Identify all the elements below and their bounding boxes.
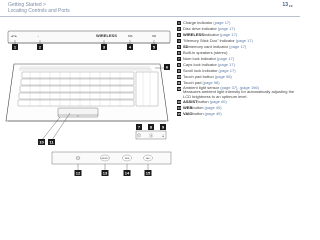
svg-text:10: 10 xyxy=(39,139,44,145)
legend-badge: 15 xyxy=(177,111,181,116)
svg-text:8: 8 xyxy=(149,124,153,130)
legend-label: Scroll lock indicator xyxy=(183,68,218,73)
legend-label: Num lock indicator xyxy=(183,56,216,61)
legend-badge: 10 xyxy=(177,75,181,79)
wireless-top-label: WIRELESS xyxy=(96,33,117,38)
svg-text:3: 3 xyxy=(102,44,106,50)
legend-badge: 5 xyxy=(178,45,180,49)
legend-page-link[interactable]: (page 17) xyxy=(216,56,235,61)
button-strip xyxy=(52,152,171,176)
svg-text:15: 15 xyxy=(145,170,151,176)
svg-text:6: 6 xyxy=(165,64,169,70)
svg-text:⓵: ⓵ xyxy=(137,133,141,138)
callout-14 xyxy=(124,170,131,176)
legend-label: Ambient light sensor xyxy=(183,85,220,90)
legend-label: Charge indicator xyxy=(183,20,213,25)
top-callouts xyxy=(12,44,157,50)
legend-label-bold: WEB xyxy=(183,104,193,110)
legend-badge: 1 xyxy=(178,21,180,25)
legend-badge: 9 xyxy=(178,69,180,73)
svg-text:⇣: ⇣ xyxy=(161,133,165,138)
legend-page-link[interactable]: (page 40) xyxy=(204,104,222,110)
svg-text:♁: ♁ xyxy=(37,34,40,38)
svg-text:9: 9 xyxy=(161,124,165,130)
legend-badge: 7 xyxy=(178,57,180,61)
legend-page-link[interactable]: (page 40) xyxy=(204,110,222,116)
legend-page-link[interactable]: (page 17) xyxy=(217,62,235,67)
next-page-arrow-icon[interactable]: ▸▸ xyxy=(288,2,293,8)
legend-item-12 xyxy=(177,86,297,99)
legend-page-link[interactable]: (page 98) xyxy=(214,74,232,79)
callout-3 xyxy=(101,44,107,50)
legend-label: button xyxy=(192,110,204,116)
legend-page-link[interactable]: (page 17) xyxy=(217,26,235,31)
breadcrumb-page: Locating Controls and Ports xyxy=(8,8,70,14)
callout-2 xyxy=(37,44,43,50)
svg-text:13: 13 xyxy=(102,170,108,176)
legend-item-15 xyxy=(177,111,297,117)
callouts-7-8-9 xyxy=(136,124,166,139)
legend-page-link[interactable]: (page 17) xyxy=(220,32,238,37)
svg-text:1: 1 xyxy=(13,44,17,50)
callout-4 xyxy=(127,44,133,50)
legend-badge: 12 xyxy=(177,87,181,91)
legend-label: Touch pad xyxy=(183,80,202,85)
legend-badge: 6 xyxy=(178,51,180,55)
legend-badge: 3 xyxy=(178,33,180,37)
web-key-label: WEB xyxy=(124,158,130,160)
svg-text:7: 7 xyxy=(137,124,141,130)
legend-page-link[interactable]: (page 17) xyxy=(235,38,253,43)
legend-badge: 14 xyxy=(177,105,181,110)
legend-label: memory card indicator xyxy=(188,44,229,49)
legend-page-link[interactable]: (page 17) xyxy=(229,44,247,49)
legend-page-link[interactable]: (page 17) xyxy=(213,20,231,25)
assist-key-label: ASSIST xyxy=(101,158,109,160)
callout-13 xyxy=(102,170,109,176)
svg-text:SD: SD xyxy=(152,34,157,38)
legend-label-bold: VAIO xyxy=(183,110,193,116)
legend-label-bold: WIRELESS xyxy=(183,32,204,37)
vaio-key-label: VAIO xyxy=(145,158,151,160)
legend-description: Measures ambient light intensity for automatically adjusting the LCD brightness to an optimum level. xyxy=(183,89,295,99)
svg-text:5: 5 xyxy=(152,44,156,50)
svg-text:2: 2 xyxy=(38,44,42,50)
legend-badge: 2 xyxy=(178,27,180,31)
legend-badge: 8 xyxy=(178,63,180,67)
breadcrumb-section[interactable]: Getting Started > xyxy=(8,2,46,8)
svg-text:14: 14 xyxy=(124,170,130,176)
legend-page-link[interactable]: (page 98) xyxy=(202,80,220,85)
keyboard xyxy=(18,72,158,106)
callout-legend xyxy=(177,20,297,117)
callout-12 xyxy=(75,170,82,176)
legend-label: "Memory Stick Duo" indicator xyxy=(183,38,235,43)
legend-label: button xyxy=(197,98,209,104)
legend-label: Built-in speakers (stereo) xyxy=(183,50,228,55)
legend-label: indicator xyxy=(203,32,220,37)
svg-text:◂▭▸: ◂▭▸ xyxy=(11,34,17,38)
legend-badge: 4 xyxy=(178,39,180,43)
legend-label: button xyxy=(192,104,204,110)
legend-label: Touch pad button xyxy=(183,74,214,79)
legend-page-link[interactable]: (page 17) xyxy=(218,68,236,73)
legend-page-link[interactable]: (page 40) xyxy=(209,98,227,104)
callout-5 xyxy=(151,44,157,50)
legend-badge: 13 xyxy=(177,99,181,104)
page-number-value: 13 xyxy=(282,2,288,8)
svg-text:11: 11 xyxy=(49,139,54,145)
svg-text:MS: MS xyxy=(128,34,133,38)
svg-text:4: 4 xyxy=(128,44,132,50)
indicator-strip xyxy=(8,31,170,43)
legend-badge: 11 xyxy=(177,81,181,85)
touch-pad xyxy=(58,108,98,117)
svg-text:Ⓐ: Ⓐ xyxy=(149,133,153,138)
svg-text:12: 12 xyxy=(75,170,81,176)
callout-1 xyxy=(12,44,18,50)
legend-page-link[interactable]: (page 37), (page 196) xyxy=(220,85,259,90)
legend-label-bold: ASSIST xyxy=(183,98,198,104)
callout-15 xyxy=(145,170,152,176)
legend-label: Caps lock indicator xyxy=(183,62,217,67)
legend-label: Disc drive indicator xyxy=(183,26,217,31)
legend-label-bold: SD xyxy=(183,44,189,49)
